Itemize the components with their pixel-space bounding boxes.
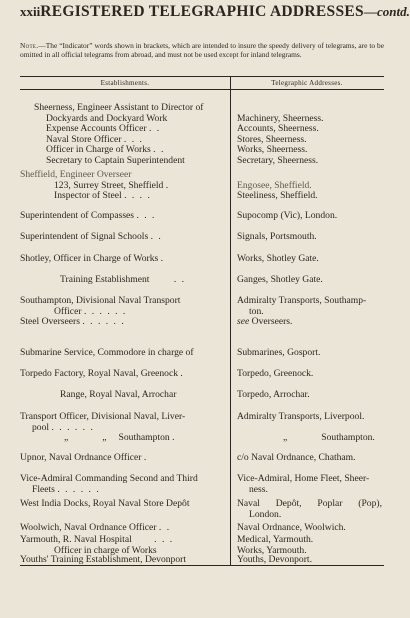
establishment-text: Youths' Training Establishment, Devonport xyxy=(20,554,186,565)
address-text: Signals, Portsmouth. xyxy=(237,231,317,242)
address-text: Works, Yarmouth. xyxy=(237,544,307,556)
address-cell xyxy=(237,232,382,243)
address-text: Stores, Sheerness. xyxy=(237,133,307,145)
establishment-text: Superintendent of Signal Schools . . xyxy=(20,231,163,242)
establishment-text: Yarmouth, R. Naval Hospital . . . xyxy=(20,534,174,545)
address-text: Engosee, Sheffield. xyxy=(237,179,312,191)
address-text: ton. xyxy=(249,305,264,317)
establishment-text: Shotley, Officer in Charge of Works . xyxy=(20,253,165,264)
addresses-table xyxy=(20,76,384,566)
establishment-text: Officer in charge of Works xyxy=(54,544,157,556)
address-text: Supocomp (Vic), London. xyxy=(237,210,338,221)
establishment-text: Woolwich, Naval Ordnance Officer . . xyxy=(20,522,171,533)
establishment-text: Submarine Service, Commodore in charge of xyxy=(20,347,194,358)
address-cell xyxy=(237,555,382,566)
address-text: Machinery, Sheerness. xyxy=(237,112,324,124)
leader-dots: . . xyxy=(173,274,186,285)
leader-dots: . . . . . . xyxy=(51,421,95,433)
establishment-cell xyxy=(20,523,210,534)
establishment-text: Sheffield, Engineer Overseer xyxy=(20,169,132,180)
establishment-cell xyxy=(20,232,210,243)
address-text: Youths, Devonport. xyxy=(237,554,312,565)
establishment-text: Training Establishment . . xyxy=(60,274,186,285)
address-cell xyxy=(237,523,382,534)
column-divider xyxy=(230,77,231,565)
leader-dots: . . . . . . xyxy=(57,483,101,495)
running-head xyxy=(20,3,410,23)
establishment-cell xyxy=(20,211,210,222)
leader-dots: . . xyxy=(153,144,165,156)
address-text: ness. xyxy=(249,483,268,495)
leader-dots: . xyxy=(165,179,170,191)
establishment-text: Sheerness, Engineer Assistant to Director of xyxy=(34,102,204,113)
address-cell xyxy=(237,474,382,495)
address-cell xyxy=(237,254,382,265)
address-cell xyxy=(237,114,382,167)
note-text: —The “Indicator” words shown in brackets, which are intended to insure the speedy delivery of telegrams, are to be omitted in all official telegrams from abroad, and must not be used except for inland telegrams. xyxy=(20,41,384,59)
establishment-cell xyxy=(20,453,210,464)
address-cell xyxy=(237,499,382,520)
address-cell xyxy=(237,412,382,444)
address-text: Secretary, Sheerness. xyxy=(237,154,319,166)
address-text: Admiralty Transports, Southamp- xyxy=(237,295,367,306)
address-text: Works, Shotley Gate. xyxy=(237,253,319,264)
leader-dots: . . . xyxy=(154,534,174,545)
address-text: see Overseers. xyxy=(237,316,293,328)
address-text: Works, Sheerness. xyxy=(237,144,308,156)
establishment-cell xyxy=(20,474,210,495)
establishment-text: 123, Surrey Street, Sheffield . xyxy=(54,179,170,191)
address-text: Naval Ordnance, Woolwich. xyxy=(237,522,346,533)
establishment-cell xyxy=(20,275,210,286)
address-cell xyxy=(237,211,382,222)
header-rule xyxy=(20,89,384,90)
address-cell xyxy=(237,348,382,359)
indicator-note xyxy=(20,42,384,59)
address-text: Medical, Yarmouth. xyxy=(237,534,314,545)
establishment-text: Steel Overseers . . . . . . xyxy=(20,316,126,328)
address-cell xyxy=(237,535,382,556)
address-text: London. xyxy=(249,508,282,520)
leader-dots: . . xyxy=(150,231,163,242)
address-text: c/o Naval Ordnance, Chatham. xyxy=(237,452,356,463)
running-title: REGISTERED TELEGRAPHIC ADDRESSES xyxy=(40,3,364,20)
establishment-text: Inspector of Steel . . . . xyxy=(54,190,152,202)
establishment-text: pool . . . . . . xyxy=(32,421,95,433)
establishment-cell xyxy=(20,390,210,401)
address-cell xyxy=(237,296,382,328)
address-cell xyxy=(237,390,382,401)
establishment-text: West India Docks, Royal Naval Store Depôt xyxy=(20,498,190,509)
establishment-text: Vice-Admiral Commanding Second and Third xyxy=(20,473,198,484)
establishment-text: Upnor, Naval Ordnance Officer . xyxy=(20,452,148,463)
establishment-text: Torpedo Factory, Royal Naval, Greenock . xyxy=(20,368,185,379)
establishment-text: Dockyards and Dockyard Work xyxy=(46,112,168,124)
page-number: xxii xyxy=(20,4,41,19)
leader-dots: . . . xyxy=(136,210,156,221)
establishment-cell xyxy=(20,296,210,328)
establishment-text: Superintendent of Compasses . . . xyxy=(20,210,156,221)
leader-dots: . . xyxy=(148,123,161,135)
establishment-cell xyxy=(20,348,210,359)
leader-dots: . . xyxy=(158,522,171,533)
establishment-text: Officer in Charge of Works . . xyxy=(46,144,165,156)
leader-dots: . . . . . . xyxy=(82,316,126,328)
leader-dots: . . . . xyxy=(124,190,152,202)
establishment-cell xyxy=(34,103,224,167)
column-header-telegraphic-addresses: Telegraphic Addresses. xyxy=(271,79,343,87)
establishment-text: Secretary to Captain Superintendent xyxy=(46,154,185,166)
address-text: Steeliness, Sheffield. xyxy=(237,190,318,202)
leader-dots: . xyxy=(143,452,148,463)
note-label: Note. xyxy=(20,41,39,50)
establishment-text: Transport Officer, Divisional Naval, Liver- xyxy=(20,411,186,422)
column-header-establishments: Establishments. xyxy=(100,79,150,87)
establishment-text: Officer . . . . . . xyxy=(54,305,127,317)
address-text: Submarines, Gosport. xyxy=(237,347,321,358)
establishment-cell xyxy=(20,369,210,380)
establishment-text: Range, Royal Naval, Arrochar xyxy=(60,389,177,400)
establishment-cell xyxy=(20,535,210,556)
address-cell xyxy=(237,453,382,464)
leader-dots: . . . xyxy=(123,133,144,145)
establishment-cell xyxy=(20,170,210,202)
establishment-text: Expense Accounts Officer . . xyxy=(46,123,161,135)
establishment-cell xyxy=(20,254,210,265)
address-cell xyxy=(237,369,382,380)
leader-dots: . xyxy=(180,368,185,379)
establishment-cell xyxy=(20,499,210,510)
address-text: Ganges, Shotley Gate. xyxy=(237,274,323,285)
establishment-cell xyxy=(20,555,210,566)
establishment-cell xyxy=(20,412,210,444)
address-text: Naval Depôt, Poplar (Pop), xyxy=(237,498,382,509)
address-text: Vice-Admiral, Home Fleet, Sheer- xyxy=(237,473,370,484)
running-title-contd: —contd. xyxy=(363,4,410,19)
establishment-text: Naval Store Officer . . . xyxy=(46,133,144,145)
address-cell xyxy=(237,275,382,286)
address-text: Torpedo, Arrochar. xyxy=(237,389,310,400)
establishment-text: Fleets . . . . . . xyxy=(32,483,101,495)
leader-dots: . xyxy=(172,432,177,444)
address-text: Torpedo, Greenock. xyxy=(237,368,314,379)
leader-dots: . xyxy=(160,253,165,264)
address-text: Accounts, Sheerness. xyxy=(237,123,319,135)
establishment-text: Southampton, Divisional Naval Transport xyxy=(20,295,181,306)
establishment-text: „ „ Southampton . xyxy=(64,432,177,444)
leader-dots: . . . . . . xyxy=(83,305,127,317)
address-cell xyxy=(237,181,382,202)
address-text: „ Southampton. xyxy=(283,432,375,444)
address-text: Admiralty Transports, Liverpool. xyxy=(237,411,365,422)
